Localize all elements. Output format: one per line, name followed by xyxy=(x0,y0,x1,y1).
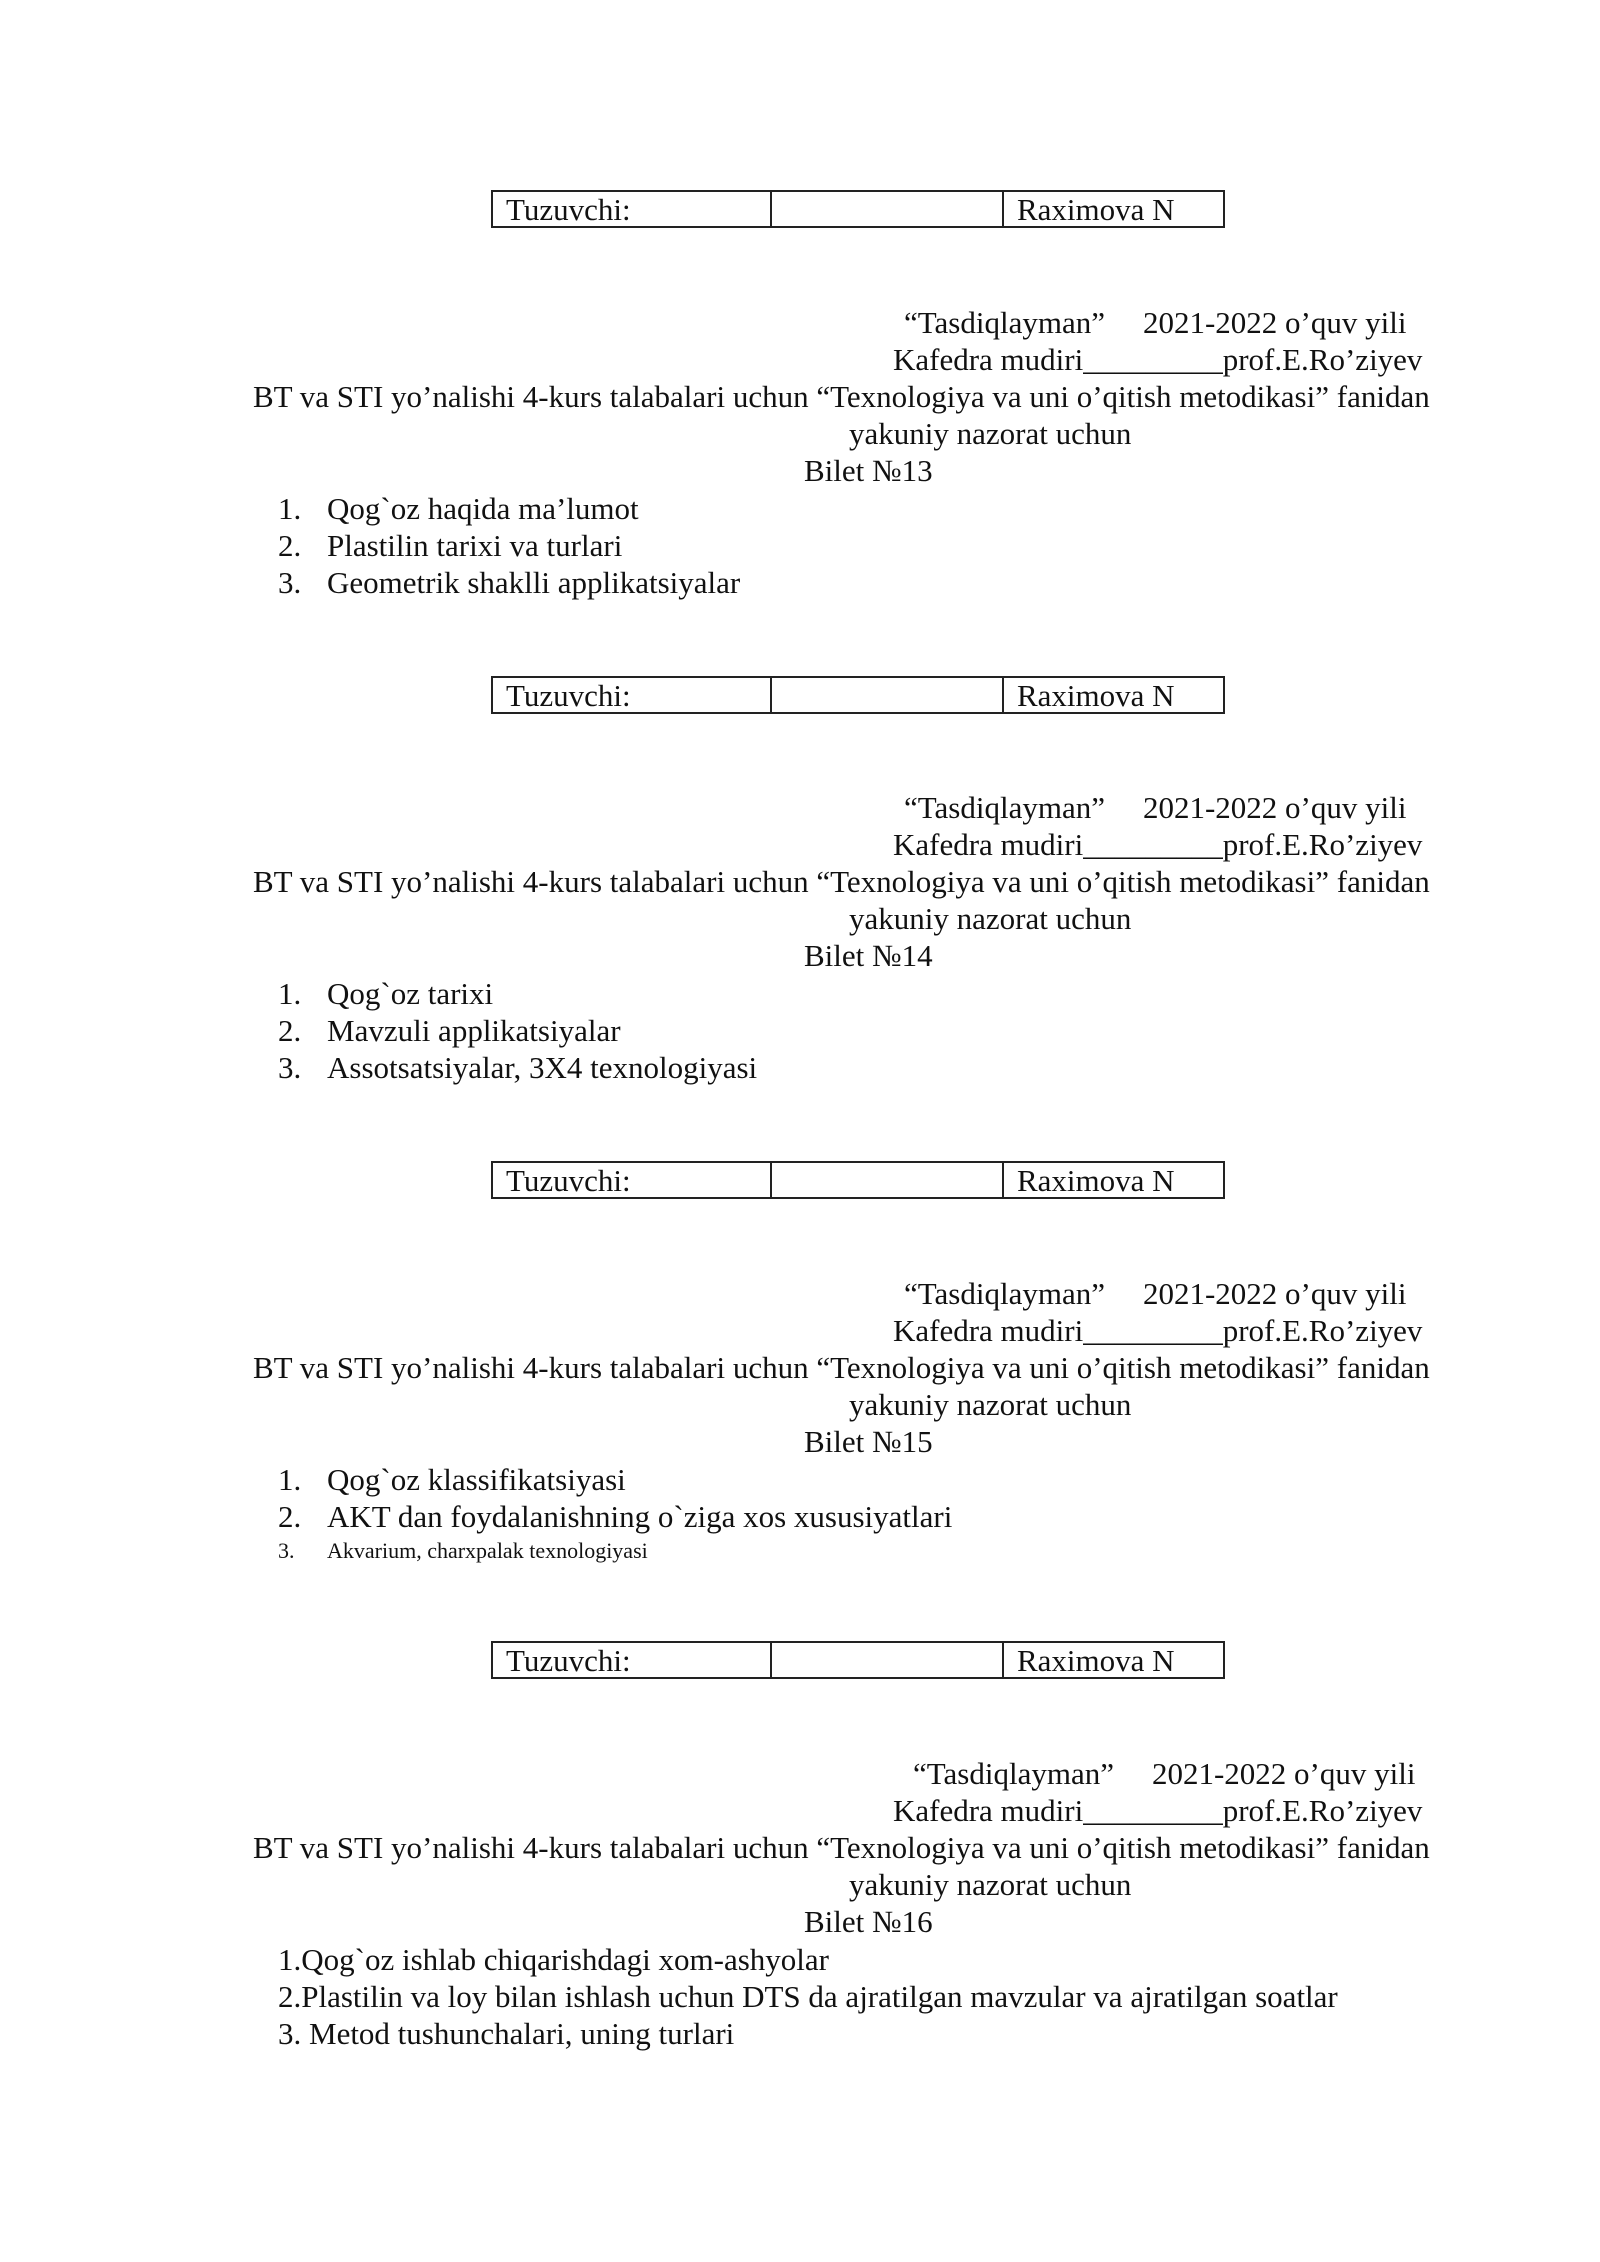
signature-name: Raximova N xyxy=(1017,192,1175,227)
signature-label: Tuzuvchi: xyxy=(493,192,772,226)
approval-word: “Tasdiqlayman” xyxy=(913,1756,1114,1791)
question-number: 3. xyxy=(278,1050,302,1085)
approval-word: “Tasdiqlayman” xyxy=(904,790,1105,825)
question-item xyxy=(278,490,740,527)
question-list xyxy=(278,1461,952,1567)
kafedra-line: Kafedra mudiri_________prof.E.Ro’ziyev xyxy=(893,827,1423,862)
course-line: BT va STI yo’nalishi 4-kurs talabalari uchun “Texnologiya va uni o’qitish metodikasi” fanidan xyxy=(253,1830,1430,1865)
question-item xyxy=(278,564,740,601)
signature-table xyxy=(491,1641,1225,1679)
approval-line xyxy=(904,1276,1406,1312)
approval-line xyxy=(913,1756,1415,1792)
signature-blank xyxy=(772,1643,1004,1677)
approval-word: “Tasdiqlayman” xyxy=(904,1276,1105,1311)
kafedra-line: Kafedra mudiri_________prof.E.Ro’ziyev xyxy=(893,1313,1423,1348)
academic-year: 2021-2022 o’quv yili xyxy=(1142,790,1407,825)
ticket-title: Bilet №14 xyxy=(804,938,933,973)
question-list xyxy=(278,1941,1338,2052)
question-text: Assotsatsiyalar, 3X4 texnologiyasi xyxy=(327,1050,758,1085)
question-item xyxy=(278,527,740,564)
question-text: Qog`oz klassifikatsiyasi xyxy=(327,1462,626,1497)
final-control-line: yakuniy nazorat uchun xyxy=(849,901,1132,936)
question-number: 2. xyxy=(278,1013,302,1048)
signature-label: Tuzuvchi: xyxy=(493,1163,772,1197)
signature-name: Raximova N xyxy=(1017,1163,1175,1198)
question-item xyxy=(278,1498,952,1535)
course-line: BT va STI yo’nalishi 4-kurs talabalari uchun “Texnologiya va uni o’qitish metodikasi” fanidan xyxy=(253,1350,1430,1385)
question-number: 3. xyxy=(278,565,302,600)
approval-word: “Tasdiqlayman” xyxy=(904,305,1105,340)
question-text: Akvarium, charxpalak texnologiyasi xyxy=(327,1538,648,1563)
signature-table xyxy=(491,190,1225,228)
signature-table xyxy=(491,676,1225,714)
ticket-title: Bilet №13 xyxy=(804,453,933,488)
question-item: 1.Qog`oz ishlab chiqarishdagi xom-ashyolar xyxy=(278,1942,829,1977)
signature-label: Tuzuvchi: xyxy=(493,1643,772,1677)
course-line: BT va STI yo’nalishi 4-kurs talabalari uchun “Texnologiya va uni o’qitish metodikasi” fanidan xyxy=(253,379,1430,414)
academic-year: 2021-2022 o’quv yili xyxy=(1142,1276,1407,1311)
signature-blank xyxy=(772,192,1004,226)
question-list xyxy=(278,490,740,601)
signature-name: Raximova N xyxy=(1017,1643,1175,1678)
question-item xyxy=(278,1461,952,1498)
question-item xyxy=(278,1049,757,1086)
course-line: BT va STI yo’nalishi 4-kurs talabalari uchun “Texnologiya va uni o’qitish metodikasi” fanidan xyxy=(253,864,1430,899)
question-number: 2. xyxy=(278,528,302,563)
ticket-title: Bilet №15 xyxy=(804,1424,933,1459)
signature-name: Raximova N xyxy=(1017,678,1175,713)
question-item: 2.Plastilin va loy bilan ishlash uchun DTS da ajratilgan mavzular va ajratilgan soatlar xyxy=(278,1979,1338,2014)
question-list xyxy=(278,975,757,1086)
ticket-title: Bilet №16 xyxy=(804,1904,933,1939)
question-item xyxy=(278,975,757,1012)
question-text: AKT dan foydalanishning o`ziga xos xususiyatlari xyxy=(327,1499,953,1534)
question-text: Geometrik shaklli applikatsiyalar xyxy=(327,565,741,600)
question-text: Qog`oz tarixi xyxy=(327,976,494,1011)
question-item xyxy=(278,1012,757,1049)
signature-label: Tuzuvchi: xyxy=(493,678,772,712)
question-text: Mavzuli applikatsiyalar xyxy=(327,1013,621,1048)
approval-line xyxy=(904,305,1406,341)
question-number: 3. xyxy=(278,1538,295,1563)
question-number: 1. xyxy=(278,976,302,1011)
question-item xyxy=(278,1535,952,1567)
question-number: 1. xyxy=(278,491,302,526)
question-item: 3. Metod tushunchalari, uning turlari xyxy=(278,2016,735,2051)
question-text: Plastilin tarixi va turlari xyxy=(327,528,623,563)
academic-year: 2021-2022 o’quv yili xyxy=(1142,305,1407,340)
final-control-line: yakuniy nazorat uchun xyxy=(849,416,1132,451)
approval-line xyxy=(904,790,1406,826)
signature-blank xyxy=(772,1163,1004,1197)
kafedra-line: Kafedra mudiri_________prof.E.Ro’ziyev xyxy=(893,342,1423,377)
question-number: 2. xyxy=(278,1499,302,1534)
signature-table xyxy=(491,1161,1225,1199)
academic-year: 2021-2022 o’quv yili xyxy=(1151,1756,1416,1791)
signature-blank xyxy=(772,678,1004,712)
kafedra-line: Kafedra mudiri_________prof.E.Ro’ziyev xyxy=(893,1793,1423,1828)
question-number: 1. xyxy=(278,1462,302,1497)
final-control-line: yakuniy nazorat uchun xyxy=(849,1387,1132,1422)
final-control-line: yakuniy nazorat uchun xyxy=(849,1867,1132,1902)
question-text: Qog`oz haqida ma’lumot xyxy=(327,491,639,526)
